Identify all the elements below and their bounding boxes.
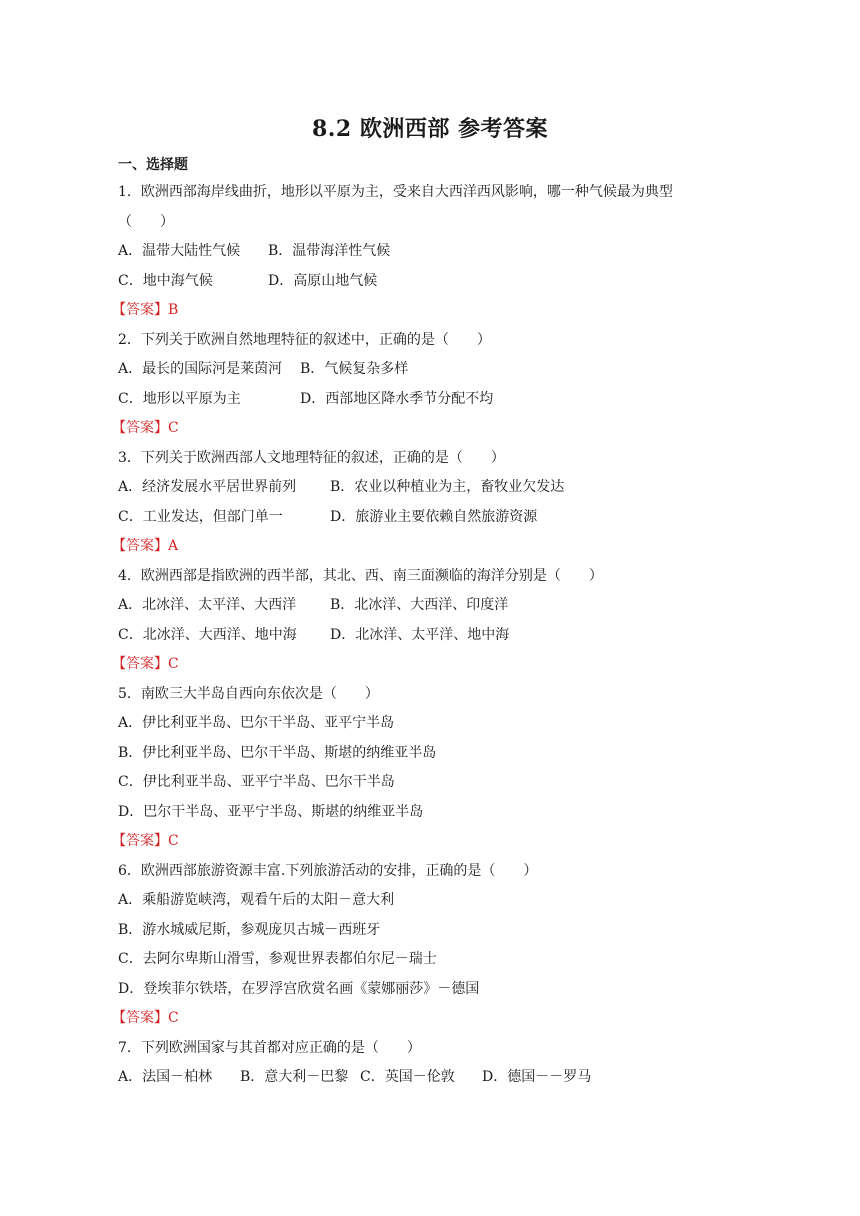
question-stem: 4．欧洲西部是指欧洲的西半部，其北、西、南三面濒临的海洋分别是（ ） [118,567,603,584]
answer-line [112,650,758,680]
question-stem: 6．欧洲西部旅游资源丰富.下列旅游活动的安排，正确的是（ ） [118,862,538,879]
answer-prefix: 【答案】 [112,656,168,672]
page-title: 8.2 欧洲西部 参考答案 [311,116,549,142]
options-row [118,591,758,621]
option-b: B．农业以种植业为主，畜牧业欠发达 [330,479,565,495]
answer-line [112,827,758,857]
answer-line [112,414,758,444]
question-stem: 1．欧洲西部海岸线曲折，地形以平原为主，受来自大西洋西风影响，哪一种气候最为典型 [118,184,673,200]
options-row [118,267,758,297]
answer-value: C [168,656,179,672]
option-c: C．工业发达，但部门单一 [118,508,283,525]
option-d: D．西部地区降水季节分配不均 [300,390,494,407]
answer-value: C [168,1010,179,1026]
option-a: A．伊比利亚半岛、巴尔干半岛、亚平宁半岛 [118,715,395,731]
option-b: B．北冰洋、大西洋、印度洋 [330,597,509,613]
option-d: D．德国－－罗马 [482,1069,592,1085]
option-a: A．经济发展水平居世界前列 [118,479,297,495]
option-b: B．意大利－巴黎 [240,1069,349,1085]
option-d: D．高原山地气候 [268,272,378,289]
option-c: C．去阿尔卑斯山滑雪，参观世界表都伯尔尼－瑞士 [118,951,437,967]
answer-prefix: 【答案】 [112,302,168,318]
question-list [112,178,758,1093]
answer-line [112,1004,758,1034]
answer-value: B [168,302,179,318]
option-a: A．温带大陆性气候 [118,243,241,259]
option-a: A．北冰洋、太平洋、大西洋 [118,597,297,613]
options-row [118,237,758,267]
option-c: C．英国－伦敦 [360,1069,455,1085]
option-a: A．法国－柏林 [118,1069,213,1085]
option-d: D．登埃菲尔铁塔，在罗浮宫欣赏名画《蒙娜丽莎》－德国 [118,980,480,997]
option-c: C．伊比利亚半岛、亚平宁半岛、巴尔干半岛 [118,774,395,790]
option-c: C．地中海气候 [118,272,213,289]
section-heading: 一、选择题 [118,157,188,173]
answer-value: A [168,538,179,554]
option-d: D．巴尔干半岛、亚平宁半岛、斯堪的纳维亚半岛 [118,803,424,820]
option-c: C．地形以平原为主 [118,390,241,407]
options-row [118,355,758,385]
options-row [118,1063,758,1093]
answer-value: C [168,420,179,436]
options-row [118,473,758,503]
answer-prefix: 【答案】 [112,1010,168,1026]
options-row [118,503,758,533]
options-row [118,385,758,415]
option-b: B．温带海洋性气候 [268,243,391,259]
option-b: B．伊比利亚半岛、巴尔干半岛、斯堪的纳维亚半岛 [118,744,437,761]
answer-prefix: 【答案】 [112,420,168,436]
option-a: A．最长的国际河是莱茵河 [118,361,283,377]
answer-line [112,532,758,562]
option-b: B．游水城威尼斯，参观庞贝古城－西班牙 [118,921,381,938]
option-d: D．旅游业主要依赖自然旅游资源 [330,508,538,525]
options-row [118,621,758,651]
option-a: A．乘船游览峡湾，观看午后的太阳－意大利 [118,892,395,908]
question-stem: 3．下列关于欧洲西部人文地理特征的叙述，正确的是（ ） [118,449,505,466]
answer-line [112,296,758,326]
option-c: C．北冰洋、大西洋、地中海 [118,626,297,643]
question-stem: 7．下列欧洲国家与其首都对应正确的是（ ） [118,1039,421,1056]
option-b: B．气候复杂多样 [300,361,409,377]
question-stem: 2．下列关于欧洲自然地理特征的叙述中，正确的是（ ） [118,331,491,348]
question-stem: 5．南欧三大半岛自西向东依次是（ ） [118,685,379,702]
answer-prefix: 【答案】 [112,538,168,554]
question-stem-cont: （ ） [118,213,174,230]
answer-prefix: 【答案】 [112,833,168,849]
answer-value: C [168,833,179,849]
option-d: D．北冰洋、太平洋、地中海 [330,626,510,643]
